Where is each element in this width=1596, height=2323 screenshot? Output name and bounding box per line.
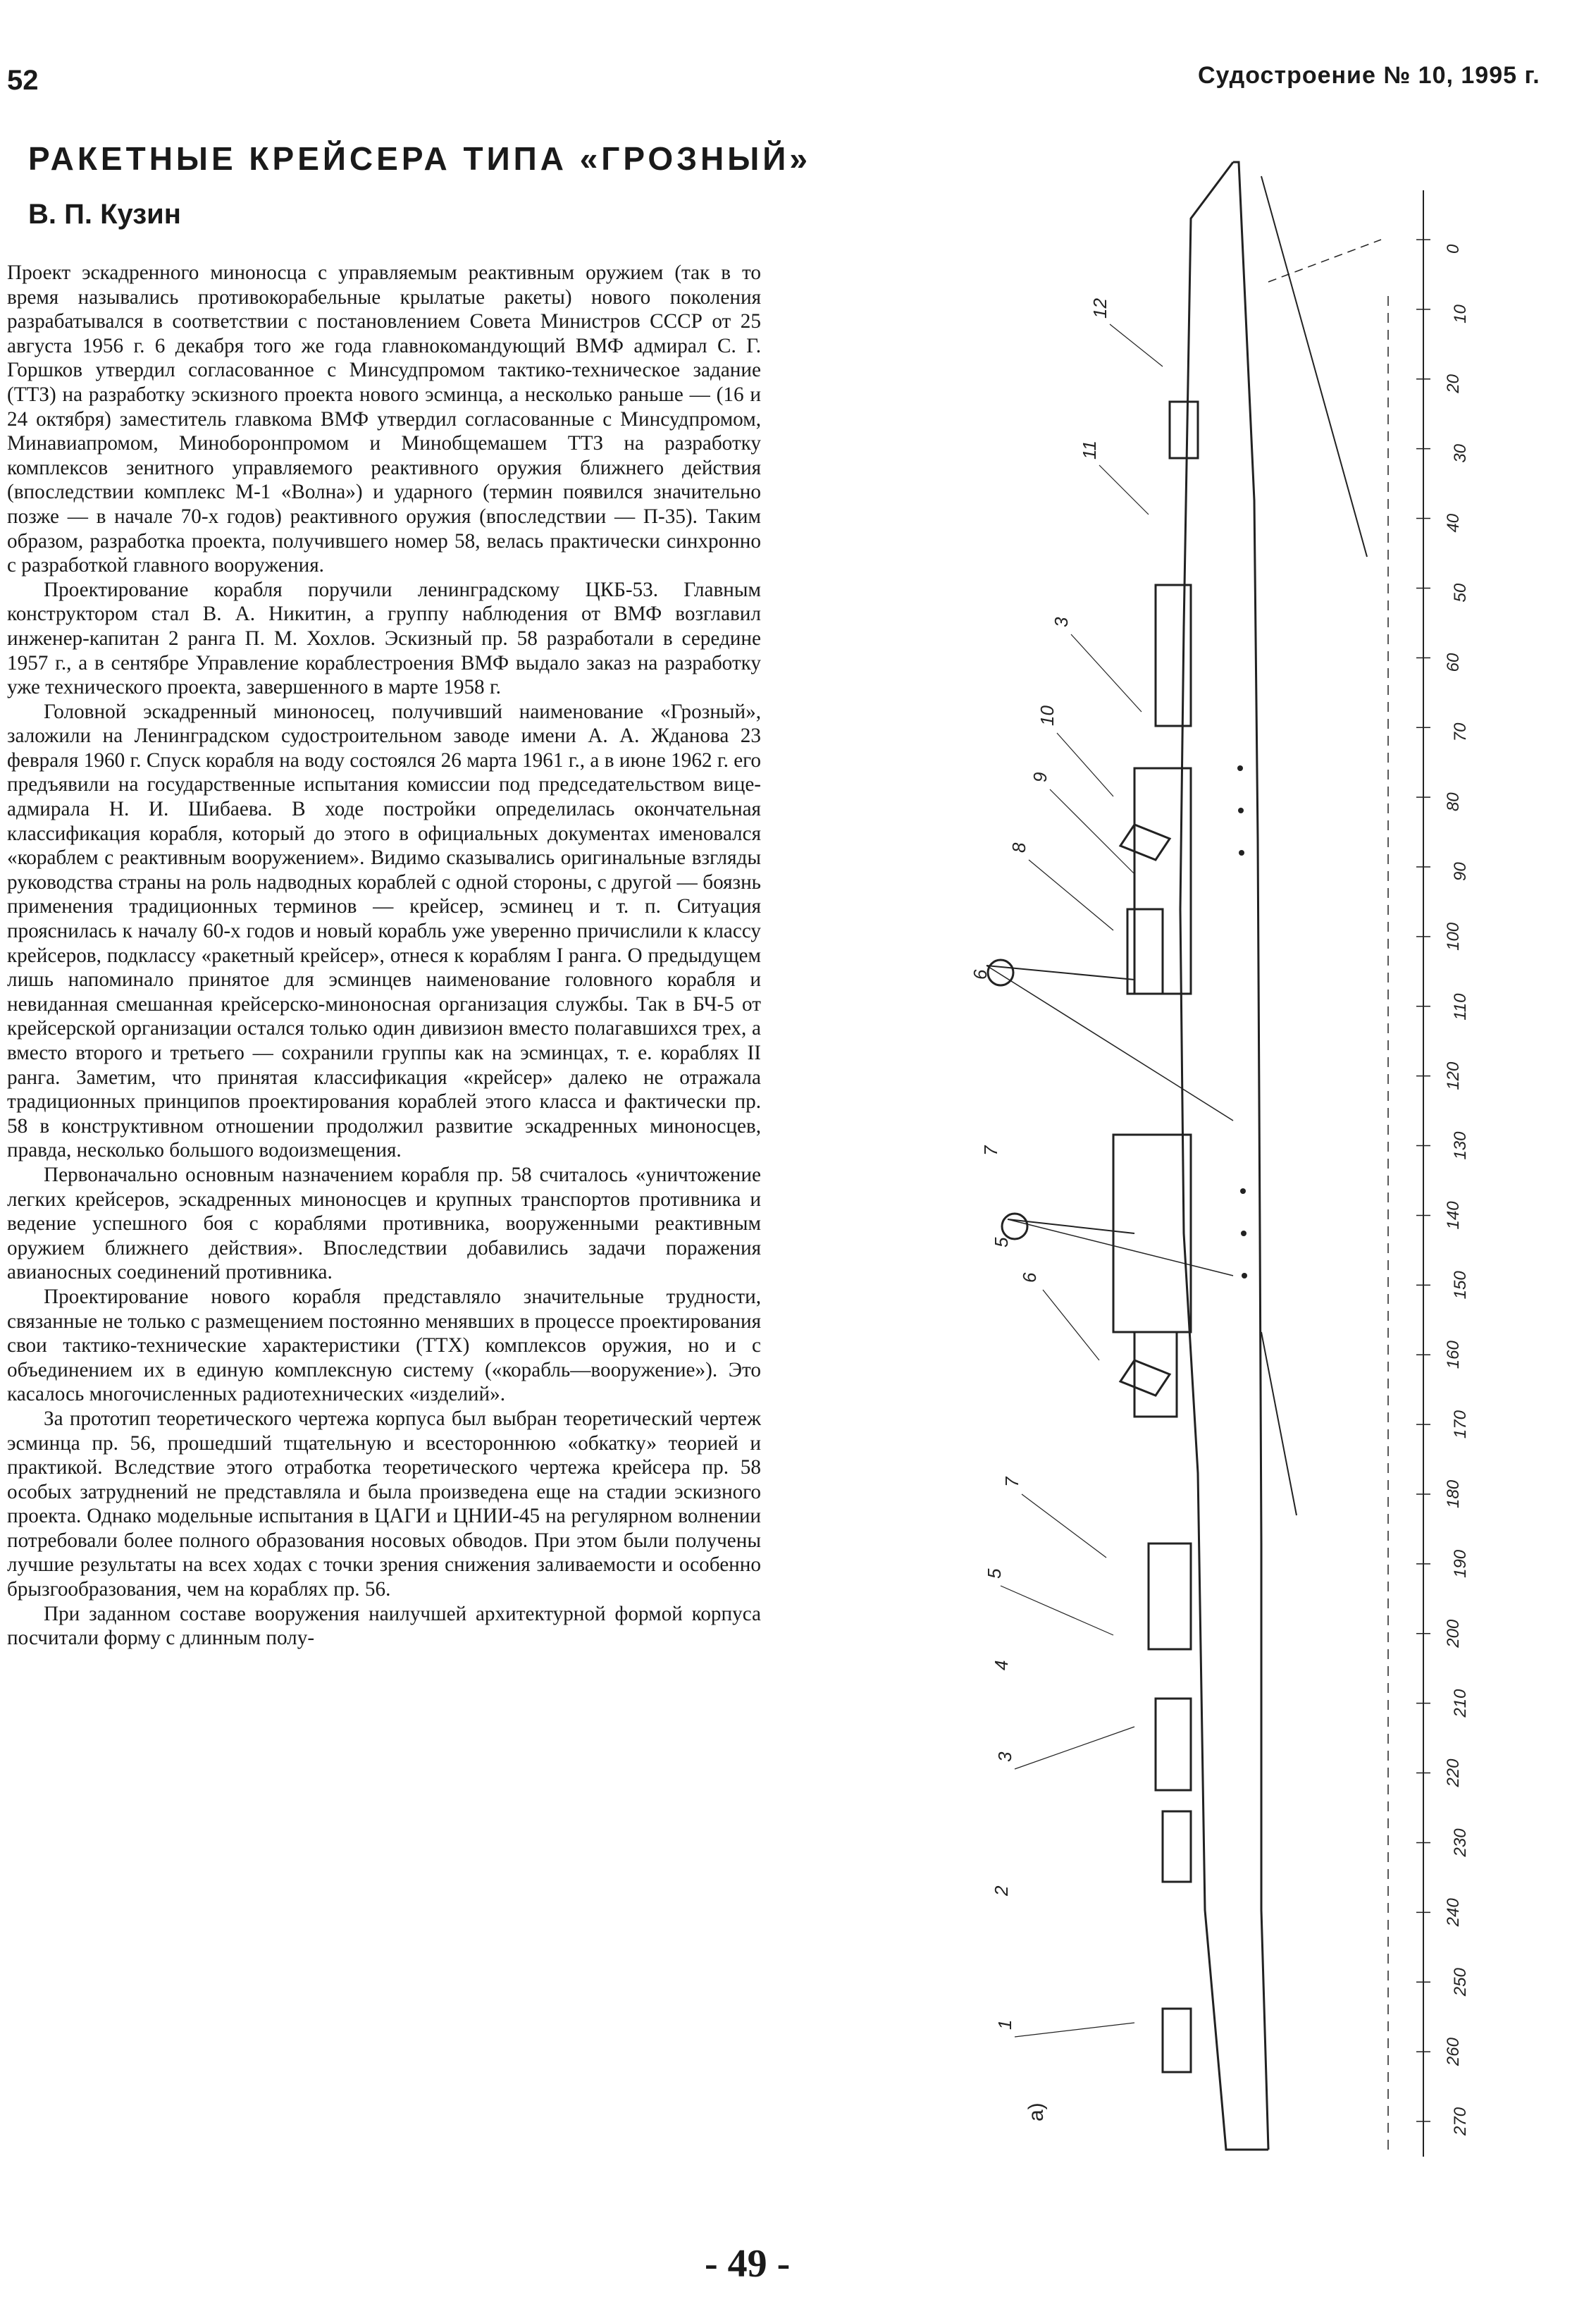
ship-hull: [986, 162, 1367, 2150]
frame-number: 120: [1444, 1061, 1463, 1090]
article-body: [7, 261, 761, 1651]
frame-number: 170: [1451, 1410, 1470, 1439]
frame-number: 150: [1451, 1271, 1470, 1300]
article-title: РАКЕТНЫЕ КРЕЙСЕРА ТИПА «ГРОЗНЫЙ»: [28, 140, 811, 177]
frame-number: 200: [1444, 1619, 1463, 1648]
callout-number: 5: [984, 1568, 1005, 1579]
frame-number: 10: [1451, 304, 1470, 324]
frame-number: 250: [1451, 1968, 1470, 1997]
callout-number: 11: [1079, 440, 1100, 460]
callout-number: 3: [1051, 617, 1072, 627]
footer-page-label: - 49 -: [705, 2242, 791, 2286]
frame-number: 50: [1451, 583, 1470, 603]
frame-scale: [1268, 190, 1423, 2157]
callout-number: 5: [991, 1237, 1012, 1247]
frame-labels: [1416, 240, 1470, 2136]
callout-number: 12: [1089, 298, 1111, 319]
callout-labels: [970, 298, 1111, 2030]
frame-number: 90: [1451, 862, 1470, 881]
callout-number: 7: [1001, 1477, 1022, 1487]
callout-number: 4: [991, 1660, 1012, 1670]
frame-number: 100: [1444, 922, 1463, 951]
frame-number: 230: [1451, 1828, 1470, 1857]
frame-number: 180: [1444, 1479, 1463, 1508]
paragraph: Проектирование нового корабля представляло значительные трудности, связанные не только с размещением постоянно менявших в процессе проектирования свои тактико-технические характеристики (ТТХ) комплексов оружия, но и с объединением их в единую комплексную систему («корабль—вооружение»). Это касалось многочисленных радиотехнических «изделий».: [7, 1285, 761, 1406]
frame-number: 270: [1451, 2107, 1470, 2136]
figure-label: а): [1025, 2102, 1048, 2121]
callout-number: 2: [991, 1885, 1012, 1896]
frame-number: 0: [1444, 244, 1463, 254]
paragraph: Первоначально основным назначением корабля пр. 58 считалось «уничтожение легких крейсеров, эскадренных миноносцев и крупных транспортов противника и ведение успешного боя с кораблями противника, вооруженными реактивным оружием ближнего действия». Впоследствии добавились задачи поражения авианосных соединений противника.: [7, 1163, 761, 1284]
callout-number: 9: [1029, 772, 1051, 782]
paragraph: Проектирование корабля поручили ленинградскому ЦКБ-53. Главным конструктором стал В. А. Никитин, а группу наблюдения от ВМФ возглавил инженер-капитан 2 ранга П. М. Хохлов. Эскизный пр. 58 разработали в середине 1957 г., а в сентябре Управление кораблестроения ВМФ выдало заказ на разработку уже технического проекта, завершенного в марте 1958 г.: [7, 578, 761, 699]
frame-number: 210: [1451, 1689, 1470, 1718]
callout-number: 6: [1019, 1272, 1040, 1283]
frame-number: 130: [1451, 1131, 1470, 1160]
frame-number: 30: [1451, 443, 1470, 463]
frame-number: 190: [1451, 1549, 1470, 1578]
frame-number: 260: [1444, 2038, 1463, 2066]
callout-number: 3: [994, 1751, 1015, 1762]
callout-number: 1: [994, 2019, 1015, 2030]
frame-number: 40: [1444, 513, 1463, 533]
paragraph: За прототип теоретического чертежа корпуса был выбран теоретический чертеж эсминца пр. 56, прошедший тщательную и всестороннюю «обкатку» теорией и практикой. Вследствие этого отработка теоретического чертежа крейсера пр. 58 особых затруднений не представляла и была произведена еще на стадии эскизного проекта. Однако модельные испытания в ЦАГИ и ЦНИИ-45 на регулярном волнении потребовали более полного образования носовых обводов. При этом были получены лучшие результаты на всех ходах с точки зрения снижения заливаемости и особенно брызгообразования, чем на кораблях пр. 56.: [7, 1407, 761, 1601]
frame-number: 70: [1451, 722, 1470, 742]
frame-number: 60: [1444, 653, 1463, 672]
frame-number: 220: [1444, 1758, 1463, 1787]
page-number: 52: [7, 65, 39, 96]
article-author: В. П. Кузин: [28, 199, 181, 230]
callout-number: 8: [1008, 842, 1029, 853]
callout-number: 10: [1037, 705, 1058, 726]
callout-number: 7: [980, 1145, 1001, 1156]
frame-number: 20: [1444, 374, 1463, 393]
frame-number: 80: [1444, 792, 1463, 812]
frame-number: 140: [1444, 1201, 1463, 1230]
frame-number: 160: [1444, 1341, 1463, 1369]
frame-number: 240: [1444, 1898, 1463, 1927]
journal-header: Судостроение № 10, 1995 г.: [1198, 62, 1540, 89]
paragraph: Головной эскадренный миноносец, получивший наименование «Грозный», заложили на Ленинградском судостроительном заводе имени А. А. Жданова 23 февраля 1960 г. Спуск корабля на воду состоялся 26 марта 1961 г., а в июне 1962 г. его предъявили на государственные испытания комиссии под председательством вице-адмирала Н. И. Шибаева. В ходе постройки определилась окончательная классификация корабля, который до этого в официальных документах именовался «кораблем с реактивным вооружением». Видимо сказывались оригинальные взгляды руководства страны на роль надводных кораблей с одной стороны, с другой — боязнь применения традиционных терминов — крейсер, эсминец и т. п. Ситуация прояснилась к началу 60-х годов и новый корабль уже уверенно причислили к классу крейсеров, подклассу «ракетный крейсер», отнеся к кораблям I ранга. О предыдущем лишь напоминало принятое для эсминцев наименование головного корабля и невиданная смешанная крейсерско-миноносная организация службы. Так в БЧ-5 от крейсерской организации остался только один дивизион вместо полагавшихся трех, а вместо второго и третьего — сохранили группы как на эсминцах, т. е. кораблях II ранга. Заметим, что принятая классификация «крейсер» далеко не отражала традиционных принципов проектирования кораблей этого класса и фактически пр. 58 в конструктивном отношении продолжил развитие эскадренных миноносцев, правда, несколько большого водоизмещения.: [7, 700, 761, 1162]
callout-number: 6: [970, 969, 991, 980]
paragraph: При заданном составе вооружения наилучшей архитектурной формой корпуса посчитали форму с длинным полу-: [7, 1602, 761, 1650]
ship-profile-drawing: [902, 134, 1536, 2178]
frame-number: 110: [1451, 993, 1470, 1021]
paragraph: Проект эскадренного миноносца с управляемым реактивным оружием (так в то время назывались противокорабельные крылатые ракеты) нового поколения разрабатывался в соответствии с постановлением Совета Министров СССР от 25 августа 1956 г. 6 декабря того же года главнокомандующий ВМФ адмирал С. Г. Горшков утвердил согласованное с Минсудпромом тактико-техническое задание (ТТЗ) на разработку эскизного проекта нового эсминца, а несколько раньше — (16 и 24 октября) заместитель главкома ВМФ утвердил согласованные с Минсудпромом, Минавиапромом, Минобоpонпромом и Минобщемашем ТТЗ на разработку комплексов зенитного управляемого реактивного оружия ближнего действия (впоследствии комплекс М-1 «Волна») и ударного (термин появился значительно позже — в начале 70-х годов) реактивного оружия (впоследствии — П-35). Таким образом, разработка проекта, получившего номер 58, велась практически синхронно с разработкой главного вооружения.: [7, 261, 761, 577]
